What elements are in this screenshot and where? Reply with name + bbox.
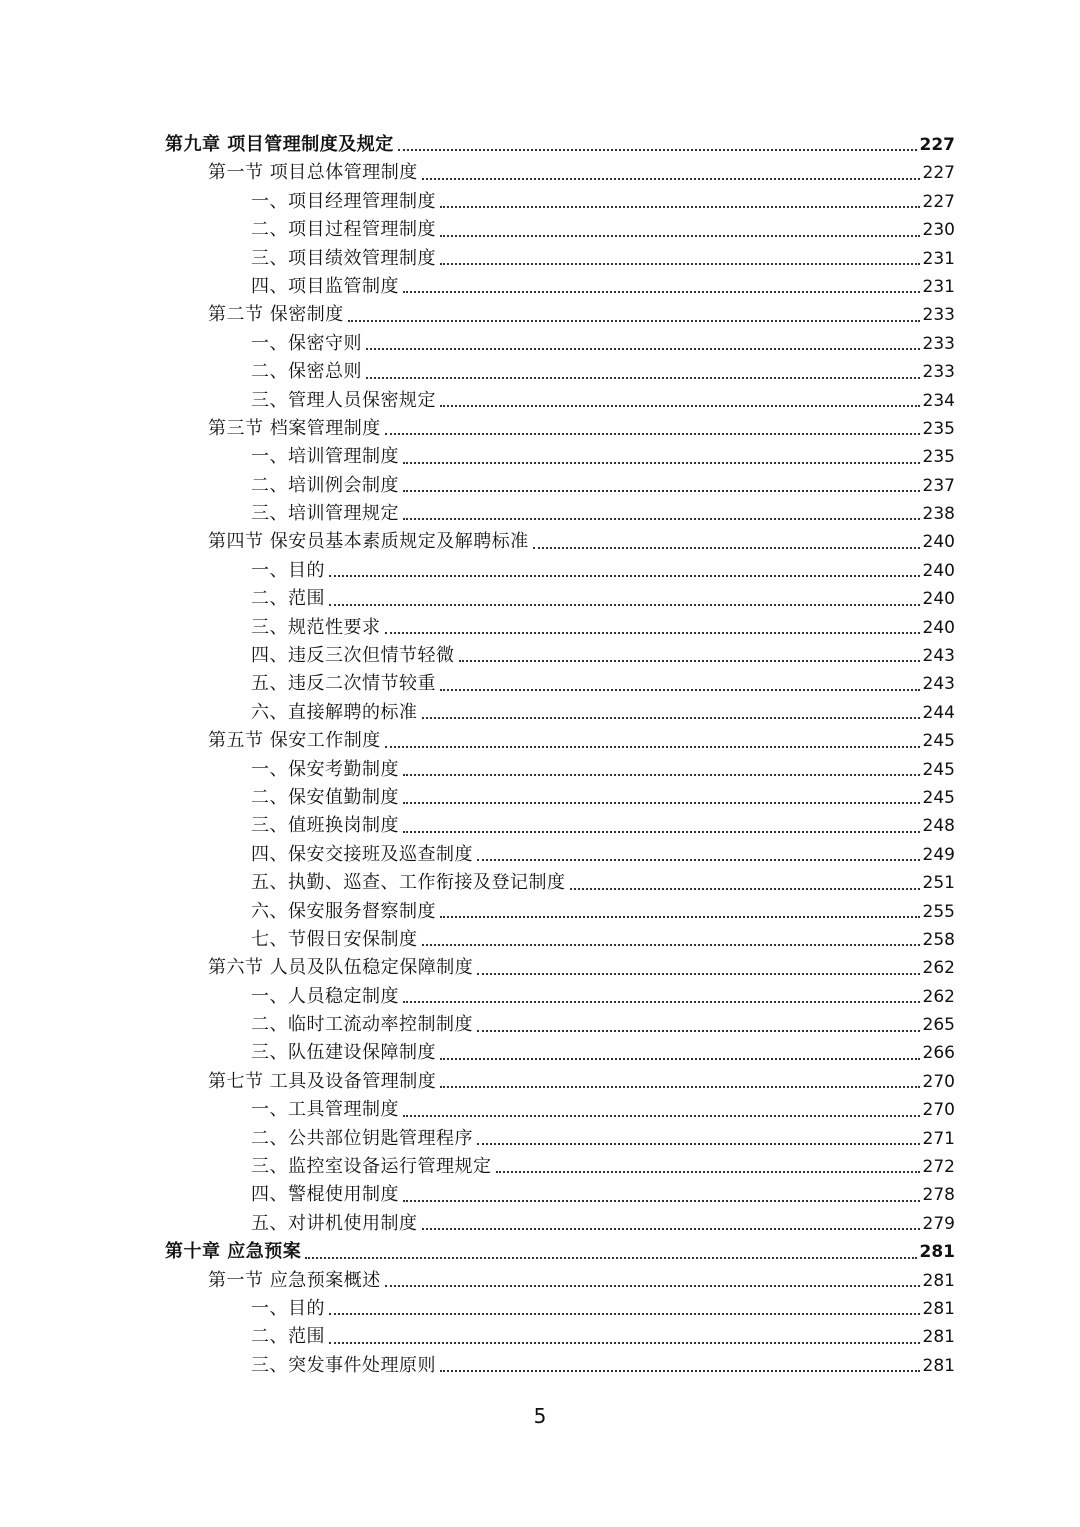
toc-entry-page: 249 (922, 844, 955, 865)
toc-dot-leader (305, 1257, 916, 1259)
toc-subsection-entry[interactable] (0, 1323, 1080, 1351)
toc-dot-leader (422, 178, 920, 180)
toc-dot-leader (422, 1228, 920, 1230)
toc-entry-page: 235 (922, 447, 955, 468)
toc-entry-page: 262 (922, 958, 955, 979)
toc-dot-leader (440, 1086, 919, 1088)
toc-entry-title: 一、目的 (251, 559, 325, 581)
toc-entry-page: 240 (922, 560, 955, 581)
toc-subsection-entry[interactable] (0, 756, 1080, 784)
toc-entry-title: 三、突发事件处理原则 (251, 1354, 436, 1376)
toc-entry-title: 四、项目监管制度 (251, 275, 399, 297)
toc-section-entry[interactable] (0, 415, 1080, 443)
toc-subsection-entry[interactable] (0, 472, 1080, 500)
toc-chapter-entry[interactable] (0, 1238, 1080, 1266)
toc-entry-page: 245 (922, 759, 955, 780)
toc-dot-leader (385, 632, 920, 634)
toc-dot-leader (329, 604, 920, 606)
toc-dot-leader (570, 888, 920, 890)
toc-dot-leader (533, 547, 920, 549)
toc-subsection-entry[interactable] (0, 670, 1080, 698)
toc-entry-page: 266 (922, 1043, 955, 1064)
toc-dot-leader (403, 462, 920, 464)
toc-section-entry[interactable] (0, 1068, 1080, 1096)
toc-entry-title: 第一节 项目总体管理制度 (208, 162, 418, 184)
toc-entry-page: 281 (922, 1270, 955, 1291)
toc-entry-page: 233 (922, 305, 955, 326)
toc-entry-page: 233 (922, 362, 955, 383)
toc-entry-title: 二、培训例会制度 (251, 474, 399, 496)
toc-entry-title: 三、监控室设备运行管理规定 (251, 1156, 492, 1178)
toc-dot-leader (348, 320, 920, 322)
toc-entry-title: 二、范围 (251, 588, 325, 610)
toc-dot-leader (403, 1200, 920, 1202)
toc-entry-page: 270 (922, 1100, 955, 1121)
toc-entry-page: 272 (922, 1157, 955, 1178)
toc-subsection-entry[interactable] (0, 500, 1080, 528)
toc-entry-title: 三、管理人员保密规定 (251, 389, 436, 411)
toc-dot-leader (440, 916, 920, 918)
toc-subsection-entry[interactable] (0, 1181, 1080, 1209)
toc-entry-title: 二、项目过程管理制度 (251, 219, 436, 241)
toc-entry-title: 第五节 保安工作制度 (208, 730, 381, 752)
toc-entry-title: 二、公共部位钥匙管理程序 (251, 1127, 473, 1149)
toc-entry-page: 235 (922, 418, 955, 439)
toc-entry-page: 245 (922, 731, 955, 752)
toc-subsection-entry[interactable] (0, 1011, 1080, 1039)
toc-entry-title: 五、执勤、巡查、工作衔接及登记制度 (251, 872, 566, 894)
toc-dot-leader (496, 1171, 920, 1173)
toc-dot-leader (459, 660, 920, 662)
toc-dot-leader (440, 1370, 920, 1372)
toc-dot-leader (440, 1058, 920, 1060)
toc-dot-leader (329, 1342, 920, 1344)
toc-dot-leader (398, 149, 917, 151)
toc-entry-title: 二、保密总则 (251, 361, 362, 383)
toc-subsection-entry[interactable] (0, 642, 1080, 670)
toc-entry-title: 第三节 档案管理制度 (208, 417, 381, 439)
toc-entry-page: 265 (922, 1015, 955, 1036)
toc-entry-page: 243 (922, 646, 955, 667)
toc-entry-page: 251 (922, 873, 955, 894)
toc-dot-leader (477, 973, 919, 975)
toc-entry-page: 240 (922, 617, 955, 638)
toc-entry-title: 第九章 项目管理制度及规定 (165, 133, 394, 155)
toc-dot-leader (403, 518, 920, 520)
toc-section-entry[interactable] (0, 159, 1080, 187)
toc-subsection-entry[interactable] (0, 387, 1080, 415)
toc-subsection-entry[interactable] (0, 216, 1080, 244)
toc-entry-title: 三、规范性要求 (251, 616, 381, 638)
toc-dot-leader (477, 859, 920, 861)
toc-dot-leader (366, 348, 920, 350)
toc-subsection-entry[interactable] (0, 983, 1080, 1011)
toc-entry-page: 281 (919, 1242, 955, 1263)
toc-subsection-entry[interactable] (0, 1153, 1080, 1181)
toc-dot-leader (440, 206, 920, 208)
toc-entry-page: 279 (922, 1213, 955, 1234)
toc-dot-leader (440, 405, 920, 407)
toc-entry-page: 227 (922, 191, 955, 212)
toc-entry-title: 一、保密守则 (251, 332, 362, 354)
toc-dot-leader (477, 1143, 920, 1145)
toc-entry-title: 六、保安服务督察制度 (251, 900, 436, 922)
toc-entry-page: 240 (922, 532, 955, 553)
toc-entry-page: 243 (922, 674, 955, 695)
toc-entry-page: 258 (922, 929, 955, 950)
toc-dot-leader (403, 774, 920, 776)
toc-subsection-entry[interactable] (0, 699, 1080, 727)
toc-entry-title: 四、保安交接班及巡查制度 (251, 843, 473, 865)
toc-subsection-entry[interactable] (0, 926, 1080, 954)
toc-entry-title: 一、保安考勤制度 (251, 758, 399, 780)
toc-dot-leader (385, 1285, 920, 1287)
toc-section-entry[interactable] (0, 528, 1080, 556)
toc-subsection-entry[interactable] (0, 245, 1080, 273)
toc-entry-page: 281 (922, 1355, 955, 1376)
toc-subsection-entry[interactable] (0, 358, 1080, 386)
toc-entry-title: 一、目的 (251, 1298, 325, 1319)
toc-subsection-entry[interactable] (0, 1040, 1080, 1068)
toc-subsection-entry[interactable] (0, 188, 1080, 216)
toc-entry-page: 230 (922, 220, 955, 241)
toc-subsection-entry[interactable] (0, 898, 1080, 926)
toc-section-entry[interactable] (0, 1267, 1080, 1295)
toc-subsection-entry[interactable] (0, 1295, 1080, 1323)
toc-entry-page: 227 (919, 134, 955, 155)
toc-entry-title: 二、范围 (251, 1326, 325, 1348)
toc-dot-leader (329, 575, 920, 577)
toc-dot-leader (440, 235, 920, 237)
toc-section-entry[interactable] (0, 954, 1080, 982)
toc-subsection-entry[interactable] (0, 1352, 1080, 1380)
toc-entry-page: 231 (922, 248, 955, 269)
toc-entry-title: 二、保安值勤制度 (251, 786, 399, 808)
toc-section-entry[interactable] (0, 727, 1080, 755)
toc-dot-leader (403, 1115, 920, 1117)
toc-subsection-entry[interactable] (0, 614, 1080, 642)
toc-entry-title: 三、培训管理规定 (251, 503, 399, 525)
toc-entry-title: 第二节 保密制度 (208, 304, 344, 326)
toc-dot-leader (403, 490, 920, 492)
toc-entry-title: 七、节假日安保制度 (251, 928, 418, 950)
toc-entry-page: 278 (922, 1185, 955, 1206)
toc-dot-leader (477, 1030, 920, 1032)
toc-chapter-entry[interactable] (0, 131, 1080, 159)
page-number: 5 (533, 1404, 547, 1428)
toc-entry-page: 234 (922, 390, 955, 411)
toc-entry-page: 255 (922, 901, 955, 922)
toc-entry-title: 一、人员稳定制度 (251, 985, 399, 1007)
toc-subsection-entry[interactable] (0, 869, 1080, 897)
toc-entry-page: 281 (922, 1327, 955, 1348)
toc-entry-title: 三、项目绩效管理制度 (251, 247, 436, 269)
toc-entry-page: 244 (922, 702, 955, 723)
toc-subsection-entry[interactable] (0, 330, 1080, 358)
toc-dot-leader (422, 717, 920, 719)
toc-entry-title: 第六节 人员及队伍稳定保障制度 (208, 957, 474, 979)
toc-dot-leader (329, 1313, 920, 1315)
toc-entry-title: 五、对讲机使用制度 (251, 1212, 418, 1234)
toc-entry-page: 233 (922, 333, 955, 354)
toc-dot-leader (385, 433, 920, 435)
toc-dot-leader (440, 263, 920, 265)
toc-entry-page: 262 (922, 986, 955, 1007)
toc-entry-title: 二、临时工流动率控制制度 (251, 1014, 473, 1036)
table-of-contents (0, 131, 1080, 1380)
toc-subsection-entry[interactable] (0, 557, 1080, 585)
toc-dot-leader (403, 1001, 920, 1003)
toc-entry-title: 第一节 应急预案概述 (208, 1269, 381, 1291)
toc-dot-leader (422, 944, 920, 946)
toc-entry-page: 270 (922, 1071, 955, 1092)
toc-subsection-entry[interactable] (0, 585, 1080, 613)
toc-entry-page: 237 (922, 475, 955, 496)
toc-entry-page: 231 (922, 276, 955, 297)
toc-section-entry[interactable] (0, 301, 1080, 329)
toc-subsection-entry[interactable] (0, 443, 1080, 471)
toc-entry-title: 一、培训管理制度 (251, 446, 399, 468)
toc-entry-title: 第七节 工具及设备管理制度 (208, 1070, 437, 1092)
toc-subsection-entry[interactable] (0, 784, 1080, 812)
toc-subsection-entry[interactable] (0, 841, 1080, 869)
toc-subsection-entry[interactable] (0, 1210, 1080, 1238)
toc-entry-title: 四、违反三次但情节轻微 (251, 645, 455, 667)
toc-entry-page: 245 (922, 787, 955, 808)
toc-entry-title: 一、工具管理制度 (251, 1099, 399, 1121)
toc-dot-leader (403, 291, 920, 293)
toc-subsection-entry[interactable] (0, 812, 1080, 840)
toc-entry-title: 三、值班换岗制度 (251, 815, 399, 837)
toc-entry-page: 238 (922, 504, 955, 525)
toc-subsection-entry[interactable] (0, 1096, 1080, 1124)
toc-entry-title: 第十章 应急预案 (165, 1241, 302, 1263)
toc-entry-page: 271 (922, 1128, 955, 1149)
toc-entry-page: 227 (922, 163, 955, 184)
toc-entry-page: 248 (922, 816, 955, 837)
toc-entry-page: 240 (922, 589, 955, 610)
toc-entry-title: 第四节 保安员基本素质规定及解聘标准 (208, 531, 529, 553)
toc-dot-leader (366, 377, 920, 379)
toc-entry-title: 五、违反二次情节较重 (251, 673, 436, 695)
toc-entry-page: 281 (922, 1299, 955, 1319)
toc-subsection-entry[interactable] (0, 273, 1080, 301)
toc-entry-title: 六、直接解聘的标准 (251, 701, 418, 723)
toc-entry-title: 三、队伍建设保障制度 (251, 1042, 436, 1064)
toc-subsection-entry[interactable] (0, 1125, 1080, 1153)
toc-dot-leader (403, 831, 920, 833)
toc-dot-leader (440, 689, 920, 691)
toc-entry-title: 四、警棍使用制度 (251, 1184, 399, 1206)
toc-dot-leader (403, 802, 920, 804)
toc-dot-leader (385, 746, 920, 748)
toc-entry-title: 一、项目经理管理制度 (251, 190, 436, 212)
